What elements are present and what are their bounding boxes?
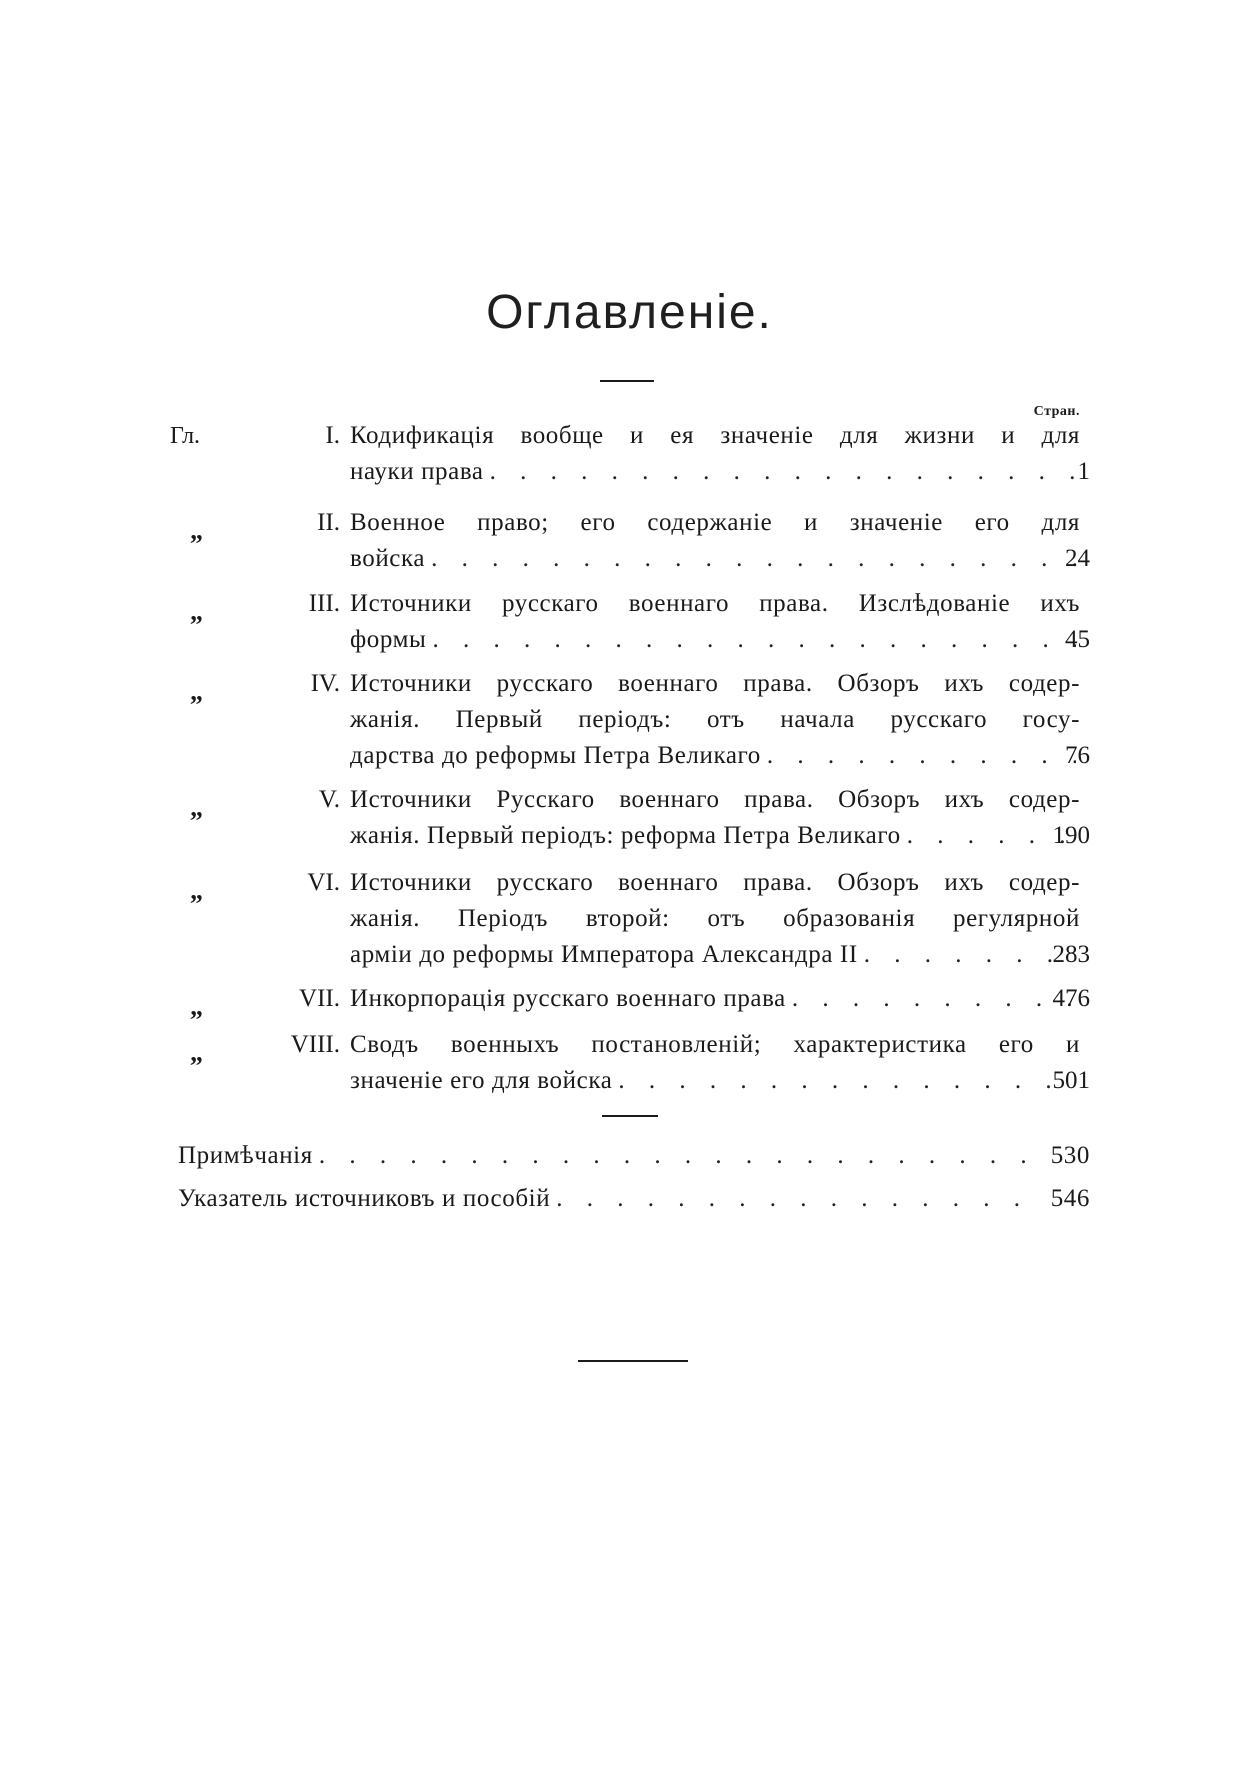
chapter-page-number: 501 [1052,1067,1090,1094]
dot-leader [431,541,1076,577]
chapter-title-line-last [350,622,1080,658]
chapter-title-line-text: арміи до реформы Императора Александра II [350,941,858,968]
dot-leader [618,1063,1076,1099]
chapter-number: V. [318,786,340,813]
chapter-title-line: Источники русскаго военнаго права. Изслѣдованіе ихъ [350,590,1080,617]
ditto-mark: „ [190,793,203,822]
chapter-title-line-text: значеніе его для войска [350,1067,613,1094]
dot-leader [319,1138,1032,1174]
chapter-number: II. [317,509,340,536]
page-title: Оглавленіе. [486,286,773,339]
chapter-title-line-text: формы [350,626,427,653]
chapter-number: VI. [307,869,340,896]
chapter-page-number: 1 [1077,458,1090,485]
chapter-title-line: Военное право; его содержаніе и значеніе его для [350,509,1080,536]
ditto-mark: „ [190,876,203,905]
back-matter-label: Примѣчанія [178,1142,313,1169]
title-divider [600,380,654,382]
page-column-header: Стран. [1033,404,1080,419]
chapter-page-number: 76 [1065,742,1090,769]
dot-leader [432,622,1076,658]
back-matter-page-number: 546 [1050,1185,1090,1212]
dot-leader [556,1181,1032,1217]
back-matter-label: Указатель источниковъ и пособій [178,1185,551,1212]
chapter-title-line-text: войска [350,545,426,572]
chapter-title [350,865,1080,973]
chapter-page-number: 283 [1052,941,1090,968]
chapter-title [350,981,1080,1017]
chapter-title-line-last [350,454,1080,490]
back-matter-page-number: 530 [1050,1142,1090,1169]
chapter-number: VIII. [290,1031,340,1058]
chapter-title [350,586,1080,658]
end-ornament-rule [578,1360,688,1362]
chapter-title-line-last [350,738,1080,774]
chapter-title-line-text: дарства до реформы Петра Великаго [350,742,761,769]
ditto-mark: „ [190,677,203,706]
chapter-title-line: Источники русскаго военнаго права. Обзоръ ихъ содер- [350,670,1080,697]
chapter-title-line-last [350,818,1080,854]
chapter-number: IV. [310,670,340,697]
chapter-number: III. [308,590,340,617]
dot-leader [490,454,1076,490]
toc-entry-index[interactable] [178,1181,1090,1217]
chapter-title-line: Кодификація вообще и ея значеніе для жизни и для [350,422,1080,449]
chapter-prefix: Гл. [170,423,201,449]
chapter-page-number: 476 [1052,985,1090,1012]
chapter-title-line-text: Инкорпорація русскаго военнаго права [350,985,786,1012]
chapter-title-line: жанія. Періодъ второй: отъ образованія регулярной [350,905,1080,932]
chapter-title-line-last [350,937,1080,973]
chapter-title [350,666,1080,774]
chapter-title-line: Источники русскаго военнаго права. Обзоръ ихъ содер- [350,869,1080,896]
chapter-title-line-last [350,1063,1080,1099]
chapter-page-number: 24 [1065,545,1090,572]
ditto-mark: „ [190,992,203,1021]
chapter-page-number: 190 [1052,822,1090,849]
toc-entry-notes[interactable] [178,1138,1090,1174]
chapter-title [350,782,1080,854]
chapter-title-line-text: науки права [350,458,484,485]
chapter-title-line-text: жанія. Первый періодъ: реформа Петра Великаго [350,822,901,849]
chapter-title-line-last [350,541,1080,577]
chapter-title-line-last [350,981,1080,1017]
chapter-title [350,418,1080,490]
ditto-mark: „ [190,597,203,626]
chapter-page-number: 45 [1065,626,1090,653]
ditto-mark: „ [190,516,203,545]
chapter-number: I. [325,422,340,449]
chapter-title [350,1027,1080,1099]
ditto-mark: „ [190,1038,203,1067]
back-matter-line [178,1138,1090,1174]
chapter-title-line: Сводъ военныхъ постановленій; характеристика его и [350,1031,1080,1058]
section-divider [602,1115,658,1117]
back-matter-line [178,1181,1090,1217]
chapter-title-line: Источники Русскаго военнаго права. Обзоръ ихъ содер- [350,786,1080,813]
chapter-number: VII. [299,985,340,1012]
chapter-title-line: жанія. Первый періодъ: отъ начала русскаго госу- [350,706,1080,733]
chapter-title [350,505,1080,577]
